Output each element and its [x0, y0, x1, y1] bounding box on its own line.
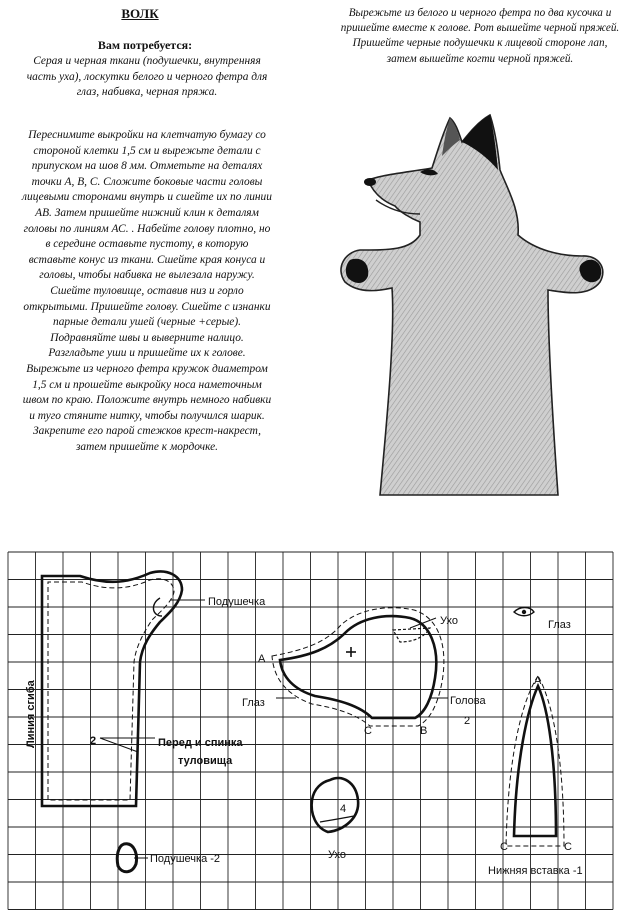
- point-c-label: C: [364, 725, 372, 737]
- head-pattern: [272, 608, 444, 726]
- insert-label: Нижняя вставка -1: [488, 865, 583, 877]
- point-b-label: B: [420, 725, 428, 737]
- materials-text: Серая и черная ткани (подушечки, внутренняя часть уха), лоскутки белого и черного фетра для глаз, набивка, черная пряжа.: [26, 55, 268, 99]
- eye-side-label: Глаз: [242, 697, 265, 709]
- right-column-text: Вырежьте из белого и черного фетра по два кусочка и пришейте вместе к голове. Рот вышейте черной пряжей. Пришейте черные подушечки к лицевой стороне лап, затем вышейте когти черной пряжей.: [340, 7, 620, 65]
- ear-top-label: Ухо: [440, 615, 458, 627]
- materials-heading: Вам потребуется:: [97, 38, 193, 52]
- head-label: Голова: [450, 695, 486, 707]
- nose-icon: [364, 178, 376, 186]
- pattern-grid: [0, 538, 640, 914]
- ear-bottom-label: Ухо: [328, 849, 346, 861]
- wolf-puppet-illustration: [320, 110, 620, 500]
- eye-top-label: Глаз: [548, 619, 571, 631]
- point-a-label: A: [258, 653, 266, 665]
- head-num-label: 2: [464, 715, 471, 727]
- ear-num-label: 4: [340, 803, 347, 815]
- puppet-body: [341, 115, 603, 495]
- insert-a-label: A: [534, 675, 542, 687]
- pad-bottom-label: Подушечка -2: [150, 853, 221, 865]
- body-num-label: 2: [90, 735, 97, 747]
- page-title: ВОЛК: [121, 6, 159, 21]
- pad-label: Подушечка: [208, 596, 266, 608]
- instructions-text: Переснимите выкройки на клетчатую бумагу со стороной клетки 1,5 см и вырежьте детали с припуском на шов 8 мм. Отметьте на деталях точки А, В, С. Сложите боковые части головы лицевыми сторонами внутрь и сшейте их по линии АВ. Затем пришейте нижний клин к деталям головы по линиям АС. . Набейте голову плотно, но в середине оставьте пустоту, в которую вставьте конус из ткани. Сшейте края конуса и головы, чтобы набивка не вылезала наружу. Сшейте туловище, оставив низ и горло открытыми. Пришейте голову. Сшейте с изнанки парные детали ушей (черные +серые). Подравняйте швы и выверните налицо. Разгладьте уши и пришейте их к голове. Вырежьте из черного фетра кружок диаметром 1,5 см и прошейте выкройку носа наметочным швом по краю. Положите внутрь немного набивки и туго стяните нитку, чтобы получился шарик. Закрепите его парой стежков крест-накрест, затем пришейте к мордочке.: [22, 129, 272, 453]
- insert-c1-label: C: [500, 841, 508, 853]
- insert-c2-label: C: [564, 841, 572, 853]
- fold-line-label: Линия сгиба: [25, 680, 37, 748]
- pad-pattern-icon: [117, 844, 136, 872]
- body-label-line1: Перед и спинка: [158, 737, 243, 749]
- insert-pattern: [506, 676, 564, 846]
- ear-pattern: [312, 778, 359, 832]
- body-label-line2: туловища: [178, 755, 233, 767]
